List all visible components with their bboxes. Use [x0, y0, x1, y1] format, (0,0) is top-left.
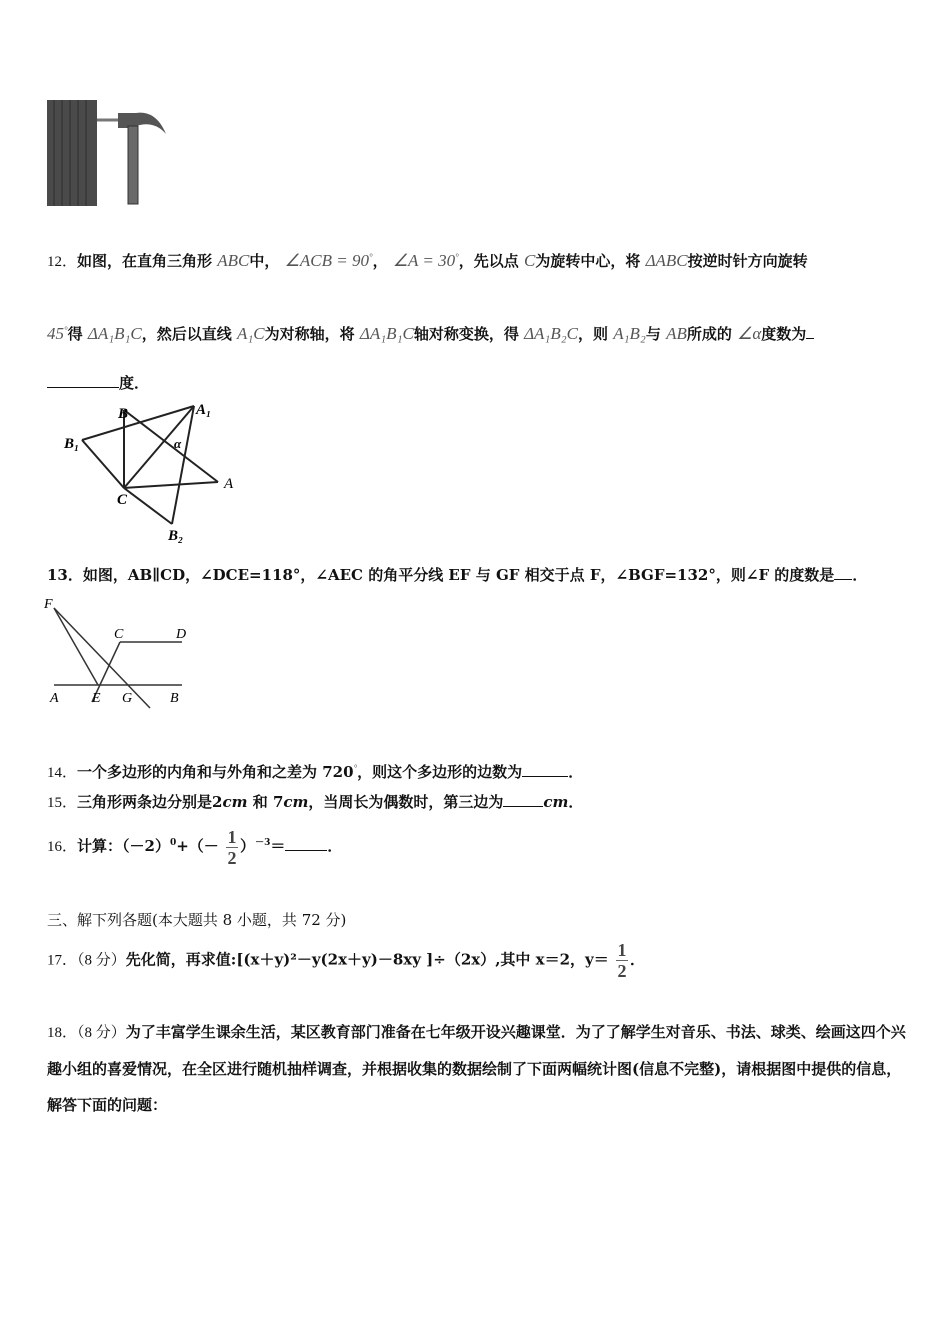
label-B: B — [170, 691, 179, 706]
q12-line3: 度． — [47, 372, 149, 394]
label-C: C — [117, 492, 128, 508]
q16-fraction: $\frac{1}{2}$ — [227, 826, 237, 868]
segment-B1A1 — [82, 406, 194, 440]
segment-CA — [124, 482, 218, 488]
hammer-figure — [44, 98, 174, 210]
q16-line: 16．计算：$(-2)^0+(-$ $\frac{1}{2}$ ）$^{-3}$＝ ． — [47, 826, 343, 868]
label-B1: B₁ — [64, 436, 80, 452]
label-B: B — [118, 406, 129, 422]
label-F: F — [44, 597, 53, 612]
q13-line: 13．如图，AB∥CD，∠DCE=118°，∠AEC 的角平分线 EF 与 GF 相交于点 F，∠BGF=132°，则∠F 的度数是 ． — [47, 566, 868, 584]
label-A: A — [224, 476, 234, 492]
q15-line: 15．三角形两条边分别是2cm 和 7cm，当周长为偶数时，第三边为 cm． — [47, 793, 584, 811]
q15-answer-blank[interactable] — [503, 792, 543, 807]
q17-fraction: $\frac{1}{2}$ — [617, 940, 627, 981]
q14-line: 14．一个多边形的内角和与外角和之差为 720°，则这个多边形的边数为 ． — [47, 763, 584, 781]
q12-answer-blank-start[interactable] — [806, 324, 814, 339]
label-C: C — [114, 627, 124, 642]
label-A1: A₁ — [196, 402, 212, 418]
hammer-claw — [136, 113, 166, 134]
label-alpha: α — [174, 436, 182, 451]
q12-answer-blank[interactable] — [47, 373, 119, 388]
q17-line: 17．（8 分）先化简，再求值:[(x＋y)²－y(2x＋y)－8xy ]÷（2x）,其中 x＝2，y＝ $\frac{1}{2}$ ． — [47, 940, 645, 981]
q12-triangle-figure — [60, 400, 250, 545]
section-3-title: 三、解下列各题(本大题共 8 小题，共 72 分) — [47, 911, 347, 929]
label-B2: B₂ — [168, 528, 184, 544]
q13-parallel-lines-figure — [42, 592, 202, 712]
hammer-handle — [128, 126, 138, 204]
q12-line2: 45°得 ΔA₁B₁C，然后以直线 A₁C为对称轴，将 ΔA₁B₁C轴对称变换，得 ΔA₁B₂C，则 A₁B₂与 AB所成的 ∠α度数为 — [47, 319, 814, 345]
q13-answer-blank[interactable] — [834, 565, 852, 580]
segment-FG — [54, 608, 150, 708]
label-D: D — [176, 627, 187, 642]
segment-B2C — [124, 488, 172, 524]
segment-CB1 — [82, 440, 124, 488]
segment-A1B2 — [172, 406, 194, 524]
label-E: E — [92, 691, 101, 706]
q18-paragraph: 18．（8 分）为了丰富学生课余生活，某区教育部门准备在七年级开设兴趣课堂．为了了解学生对音乐、书法、球类、绘画这四个兴趣小组的喜爱情况，在全区进行随机抽样调查，并根据收集的数据绘制了下面两幅统计图(信息不完整)，请根据图中提供的信息，解答下面的问题： — [47, 1023, 906, 1114]
q16-answer-blank[interactable] — [285, 836, 327, 851]
q12-line1: 12．如图，在直角三角形 ABC中， ∠ACB = 90°， ∠A = 30°，先以点 C为旋转中心，将 ΔABC按逆时针方向旋转 — [47, 251, 808, 270]
q14-answer-blank[interactable] — [522, 762, 568, 777]
label-A: A — [50, 691, 59, 706]
label-G: G — [122, 691, 133, 706]
